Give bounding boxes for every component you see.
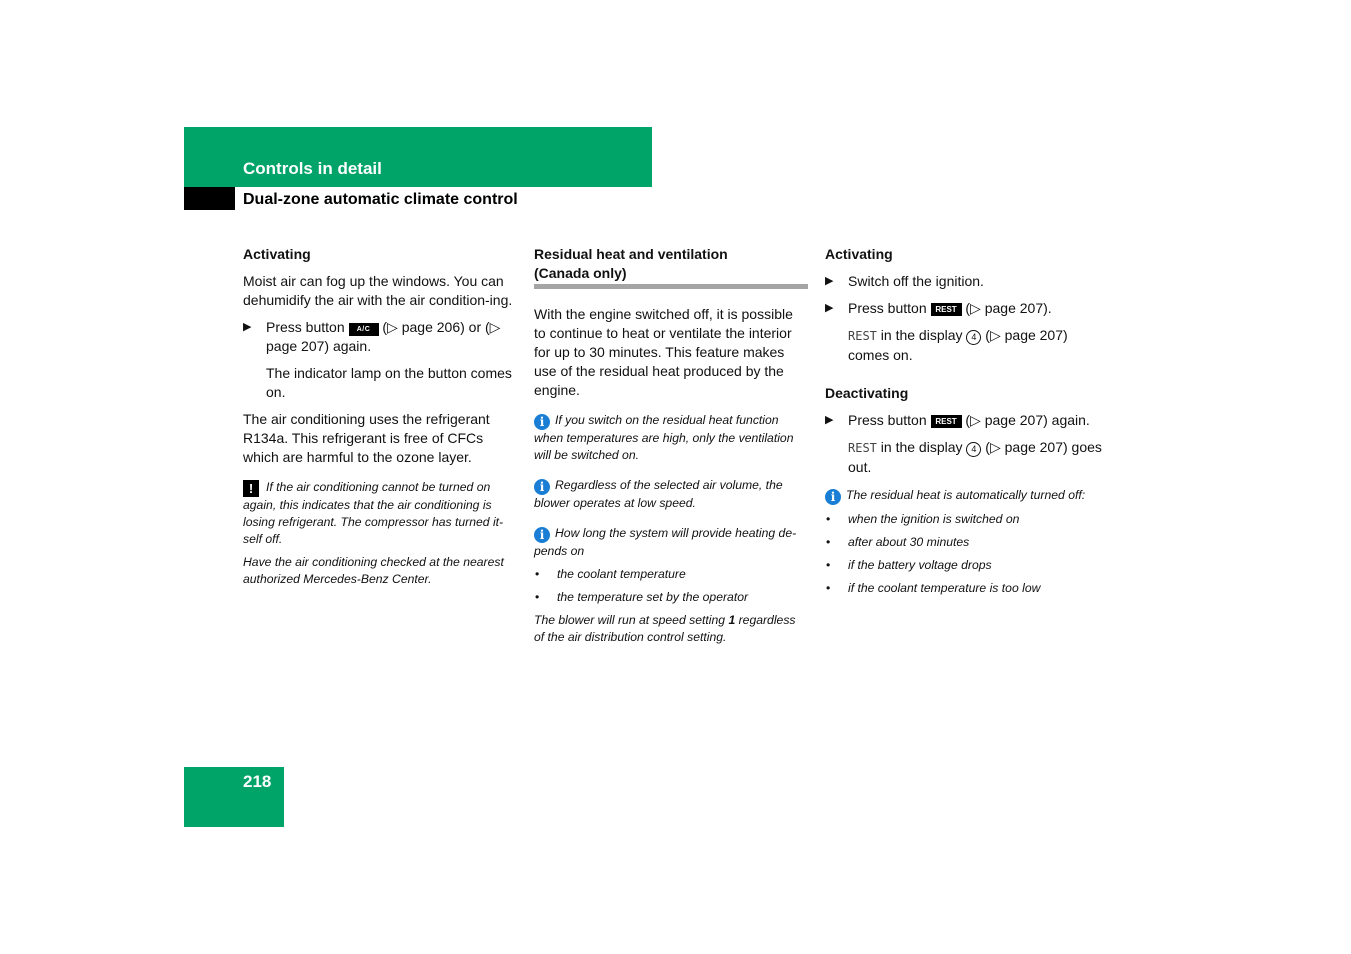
triangle-right-icon: ▶ <box>825 414 834 426</box>
paragraph-engine-off: With the engine switched off, it is possible to continue to heat or ventilate the interior for up to 30 minutes. This feature makes use of the residual heat produced by the engine. <box>534 306 793 398</box>
section-tab-marker <box>184 187 235 210</box>
info-note-duration <box>534 525 808 560</box>
warning-extra: Have the air conditioning checked at the nearest authorized Mercedes-Benz Center. <box>243 555 504 586</box>
list-item: • when the ignition is switched on <box>826 512 1020 526</box>
list-item: • if the battery voltage drops <box>826 558 992 572</box>
step-text-post: (▷ page 206) or (▷ page 207) again. <box>266 319 501 354</box>
display-rest-text: REST <box>848 441 877 455</box>
column-2 <box>534 245 808 652</box>
bullet-icon: • <box>826 512 831 526</box>
exclamation-icon: ! <box>243 480 259 497</box>
info-icon: i <box>825 489 841 505</box>
info-note-text: How long the system will provide heating de-pends on <box>534 526 797 558</box>
step-press-rest: ▶ Press button REST (▷ page 207). <box>825 300 1052 316</box>
page-number: 218 <box>243 772 272 791</box>
heading-line-1: Residual heat and ventilation <box>534 246 728 262</box>
info-icon: i <box>534 414 550 430</box>
step-result: The indicator lamp on the button comes on. <box>266 365 512 400</box>
list-item: • if the coolant temperature is too low <box>826 581 1041 595</box>
triangle-right-icon: ▶ <box>825 275 834 287</box>
info-note-text: Regardless of the selected air volume, the blower operates at low speed. <box>534 478 783 510</box>
speed-setting: 1 <box>728 613 736 627</box>
info-note-low-speed <box>534 477 808 512</box>
info-note-high-temp <box>534 412 808 464</box>
paragraph-moist-air: Moist air can fog up the windows. You can dehumidify the air with the air condition-ing. <box>243 273 513 308</box>
rest-button-icon: REST <box>931 303 962 316</box>
heading-deactivating: Deactivating <box>825 385 909 401</box>
blower-note: The blower will run at speed setting 1 regardless of the air distribution control setting. <box>534 613 796 644</box>
bullet-icon: • <box>826 581 831 595</box>
display-rest-text: REST <box>848 329 877 343</box>
info-icon: i <box>534 479 550 495</box>
bullet-icon: • <box>535 590 540 604</box>
bullet-icon: • <box>826 558 831 572</box>
step-press-ac <box>243 318 521 356</box>
duration-list <box>534 566 808 606</box>
info-icon: i <box>534 527 550 543</box>
triangle-right-icon: ▶ <box>243 321 252 333</box>
auto-off-list <box>825 511 1107 597</box>
step-text-pre: Press button <box>266 319 345 335</box>
callout-number-icon: 4 <box>966 442 981 457</box>
heading-activating: Activating <box>825 246 893 262</box>
step-press-rest-again: ▶ Press button REST (▷ page 207) again. <box>825 412 1090 428</box>
subsection-title: Dual-zone automatic climate control <box>243 191 518 208</box>
step-switch-off-ignition: ▶ Switch off the ignition. <box>825 273 984 289</box>
callout-number-icon: 4 <box>966 330 981 345</box>
paragraph-refrigerant: The air conditioning uses the refrigerant R134a. This refrigerant is free of CFCs which are harmful to the ozone layer. <box>243 411 490 465</box>
list-item: • the coolant temperature <box>535 567 686 581</box>
warning-note <box>243 479 521 548</box>
bullet-icon: • <box>826 535 831 549</box>
column-3 <box>825 245 1107 603</box>
step-result-on: REST in the display 4 (▷ page 207) comes on. <box>848 327 1068 363</box>
list-item: • after about 30 minutes <box>826 535 970 549</box>
column-1 <box>243 245 521 594</box>
warning-text: If the air conditioning cannot be turned on again, this indicates that the air conditioning is losing refrigerant. The compressor has turned it-self off. <box>243 480 504 546</box>
heading-activating: Activating <box>243 246 311 262</box>
heading-residual-heat <box>534 245 808 289</box>
bullet-icon: • <box>535 567 540 581</box>
rest-button-icon: REST <box>931 415 962 428</box>
ac-button-icon: A/C <box>349 323 379 336</box>
triangle-right-icon: ▶ <box>825 302 834 314</box>
section-title: Controls in detail <box>243 159 382 178</box>
info-note-auto-off: i The residual heat is automatically turned off: <box>825 487 1107 505</box>
info-note-text: If you switch on the residual heat function when temperatures are high, only the ventilation will be switched on. <box>534 413 794 462</box>
list-item: • the temperature set by the operator <box>535 590 749 604</box>
heading-line-2: (Canada only) <box>534 265 627 281</box>
step-result-out: REST in the display 4 (▷ page 207) goes out. <box>848 439 1102 475</box>
